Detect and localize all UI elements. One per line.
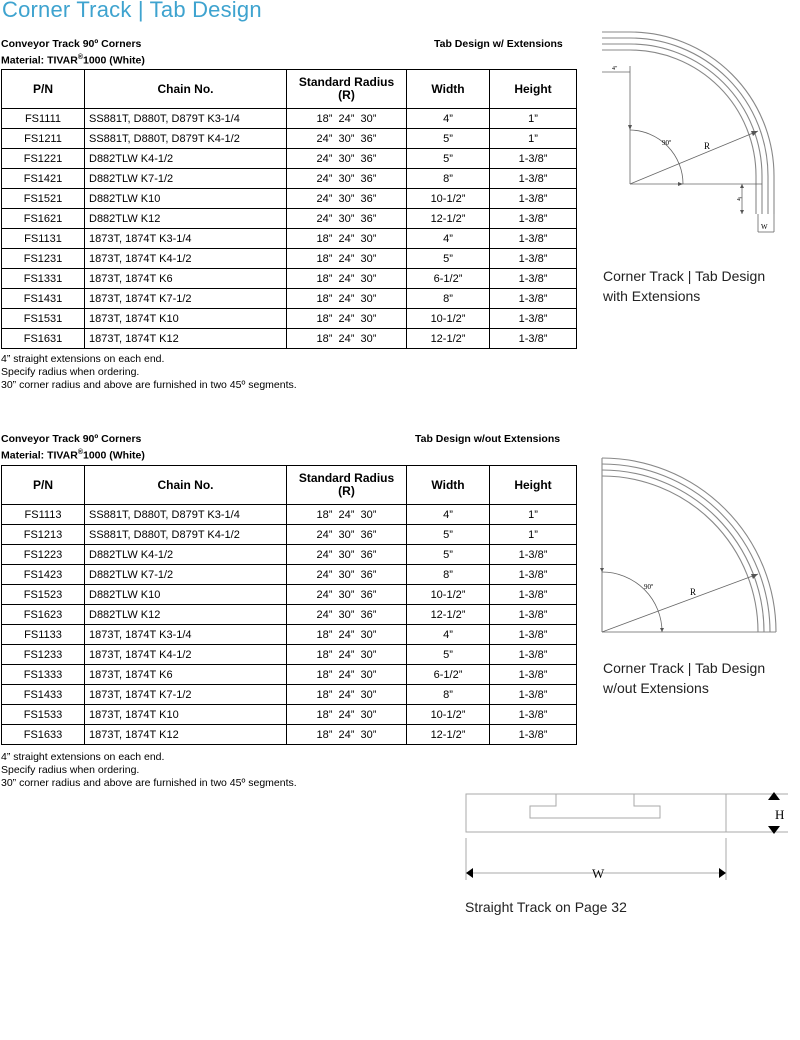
table-row xyxy=(2,505,577,525)
cell-standard-radius: 24” 30” 36” xyxy=(287,209,407,229)
width-dimension-label: W xyxy=(592,866,605,881)
cell-height: 1-3/8” xyxy=(490,309,577,329)
straight-track-caption: Straight Track on Page 32 xyxy=(465,899,627,915)
cell-chain-no: 1873T, 1874T K10 xyxy=(85,705,287,725)
cell-standard-radius: 24” 30” 36” xyxy=(287,585,407,605)
cell-standard-radius: 18” 24” 30” xyxy=(287,705,407,725)
cell-width: 6-1/2” xyxy=(407,269,490,289)
cell-width: 5” xyxy=(407,129,490,149)
cell-pn: FS1631 xyxy=(2,329,85,349)
table-row xyxy=(2,329,577,349)
ext-side-label: 4" xyxy=(737,197,743,203)
cell-width: 12-1/2” xyxy=(407,605,490,625)
cell-pn: FS1111 xyxy=(2,109,85,129)
table-row xyxy=(2,269,577,289)
col-header-width: Width xyxy=(407,466,490,505)
cell-chain-no: SS881T, D880T, D879T K4-1/2 xyxy=(85,525,287,545)
cell-standard-radius: 24” 30” 36” xyxy=(287,129,407,149)
diagram-caption-without-extensions: Corner Track | Tab Design w/out Extensions xyxy=(603,660,766,696)
cell-pn: FS1331 xyxy=(2,269,85,289)
table-row xyxy=(2,545,577,565)
cell-chain-no: 1873T, 1874T K3-1/4 xyxy=(85,229,287,249)
table-row xyxy=(2,645,577,665)
cell-height: 1-3/8” xyxy=(490,269,577,289)
cell-standard-radius: 18” 24” 30” xyxy=(287,329,407,349)
note: 4” straight extensions on each end. xyxy=(1,751,165,763)
cell-height: 1” xyxy=(490,525,577,545)
straight-track-profile-diagram xyxy=(456,788,796,888)
table-row xyxy=(2,309,577,329)
cell-height: 1-3/8” xyxy=(490,545,577,565)
table-header-row xyxy=(2,70,577,109)
cell-chain-no: 1873T, 1874T K10 xyxy=(85,309,287,329)
cell-chain-no: 1873T, 1874T K7-1/2 xyxy=(85,289,287,309)
col-header-pn: P/N xyxy=(2,70,85,109)
cell-chain-no: SS881T, D880T, D879T K3-1/4 xyxy=(85,505,287,525)
cell-chain-no: D882TLW K4-1/2 xyxy=(85,149,287,169)
cell-standard-radius: 18” 24” 30” xyxy=(287,109,407,129)
cell-chain-no: D882TLW K7-1/2 xyxy=(85,565,287,585)
cell-width: 12-1/2” xyxy=(407,209,490,229)
cell-pn: FS1633 xyxy=(2,725,85,745)
table-row xyxy=(2,705,577,725)
cell-pn: FS1231 xyxy=(2,249,85,269)
table-row xyxy=(2,209,577,229)
cell-standard-radius: 24” 30” 36” xyxy=(287,189,407,209)
cell-chain-no: SS881T, D880T, D879T K4-1/2 xyxy=(85,129,287,149)
table-row xyxy=(2,585,577,605)
col-header-pn: P/N xyxy=(2,466,85,505)
cell-height: 1-3/8” xyxy=(490,229,577,249)
cell-standard-radius: 24” 30” 36” xyxy=(287,605,407,625)
table-row xyxy=(2,229,577,249)
table-row xyxy=(2,565,577,585)
cell-height: 1” xyxy=(490,129,577,149)
cell-height: 1-3/8” xyxy=(490,209,577,229)
cell-chain-no: 1873T, 1874T K6 xyxy=(85,269,287,289)
table-row xyxy=(2,725,577,745)
diagram-caption-with-extensions: Corner Track | Tab Design with Extensions xyxy=(603,268,766,304)
cell-pn: FS1433 xyxy=(2,685,85,705)
header-design-type: Tab Design w/ Extensions xyxy=(434,38,563,50)
cell-pn: FS1533 xyxy=(2,705,85,725)
cell-width: 5” xyxy=(407,645,490,665)
cell-standard-radius: 24” 30” 36” xyxy=(287,545,407,565)
cell-pn: FS1523 xyxy=(2,585,85,605)
cell-standard-radius: 18” 24” 30” xyxy=(287,685,407,705)
cell-standard-radius: 18” 24” 30” xyxy=(287,269,407,289)
table-row xyxy=(2,149,577,169)
dimension-lines xyxy=(466,794,788,880)
cell-height: 1” xyxy=(490,109,577,129)
table-notes xyxy=(1,353,297,392)
note: 4” straight extensions on each end. xyxy=(1,353,165,365)
cell-pn: FS1333 xyxy=(2,665,85,685)
cell-height: 1-3/8” xyxy=(490,645,577,665)
angle-label: 90º xyxy=(644,583,654,591)
note: Specify radius when ordering. xyxy=(1,366,140,378)
cell-pn: FS1421 xyxy=(2,169,85,189)
track-outline xyxy=(602,458,776,632)
col-header-chain: Chain No. xyxy=(85,466,287,505)
cell-height: 1-3/8” xyxy=(490,605,577,625)
cell-width: 4” xyxy=(407,109,490,129)
cell-pn: FS1623 xyxy=(2,605,85,625)
cell-height: 1-3/8” xyxy=(490,289,577,309)
radius-label: R xyxy=(690,587,697,597)
cell-width: 10-1/2” xyxy=(407,309,490,329)
table-row xyxy=(2,169,577,189)
cell-chain-no: D882TLW K10 xyxy=(85,189,287,209)
table-row xyxy=(2,525,577,545)
cell-chain-no: 1873T, 1874T K6 xyxy=(85,665,287,685)
cell-height: 1-3/8” xyxy=(490,725,577,745)
cell-chain-no: D882TLW K4-1/2 xyxy=(85,545,287,565)
cell-standard-radius: 24” 30” 36” xyxy=(287,525,407,545)
table-row xyxy=(2,289,577,309)
cell-width: 10-1/2” xyxy=(407,585,490,605)
cell-width: 6-1/2” xyxy=(407,665,490,685)
cell-width: 5” xyxy=(407,545,490,565)
spec-table-with-extensions xyxy=(1,69,577,349)
arrowheads xyxy=(600,568,758,632)
track-outline xyxy=(602,32,774,214)
table-header-row xyxy=(2,466,577,505)
cell-width: 5” xyxy=(407,249,490,269)
table-row xyxy=(2,605,577,625)
cell-standard-radius: 18” 24” 30” xyxy=(287,289,407,309)
spec-table-without-extensions xyxy=(1,465,577,745)
cell-standard-radius: 18” 24” 30” xyxy=(287,229,407,249)
cell-height: 1” xyxy=(490,505,577,525)
cell-chain-no: D882TLW K12 xyxy=(85,605,287,625)
cell-pn: FS1423 xyxy=(2,565,85,585)
cell-height: 1-3/8” xyxy=(490,705,577,725)
cell-standard-radius: 18” 24” 30” xyxy=(287,309,407,329)
cell-chain-no: 1873T, 1874T K4-1/2 xyxy=(85,645,287,665)
cell-standard-radius: 18” 24” 30” xyxy=(287,725,407,745)
cell-width: 4” xyxy=(407,505,490,525)
cell-pn: FS1221 xyxy=(2,149,85,169)
cell-width: 4” xyxy=(407,625,490,645)
cell-height: 1-3/8” xyxy=(490,249,577,269)
cell-standard-radius: 24” 30” 36” xyxy=(287,149,407,169)
col-header-width: Width xyxy=(407,70,490,109)
cell-pn: FS1531 xyxy=(2,309,85,329)
arrowheads xyxy=(466,792,780,878)
cell-width: 4” xyxy=(407,229,490,249)
cell-chain-no: D882TLW K12 xyxy=(85,209,287,229)
cell-width: 8” xyxy=(407,289,490,309)
cell-chain-no: D882TLW K7-1/2 xyxy=(85,169,287,189)
dimension-lines xyxy=(602,572,758,632)
cell-standard-radius: 18” 24” 30” xyxy=(287,625,407,645)
cell-height: 1-3/8” xyxy=(490,585,577,605)
table-row xyxy=(2,189,577,209)
cell-standard-radius: 24” 30” 36” xyxy=(287,565,407,585)
cell-pn: FS1131 xyxy=(2,229,85,249)
cell-chain-no: SS881T, D880T, D879T K3-1/4 xyxy=(85,109,287,129)
cell-height: 1-3/8” xyxy=(490,665,577,685)
table-row xyxy=(2,665,577,685)
cell-width: 12-1/2” xyxy=(407,725,490,745)
cell-chain-no: 1873T, 1874T K12 xyxy=(85,725,287,745)
note: 30” corner radius and above are furnished in two 45º segments. xyxy=(1,379,297,391)
angle-label: 90º xyxy=(662,139,672,147)
table-row xyxy=(2,625,577,645)
col-header-radius: Standard Radius (R) xyxy=(287,70,407,109)
table-row xyxy=(2,129,577,149)
cell-height: 1-3/8” xyxy=(490,169,577,189)
cell-chain-no: 1873T, 1874T K4-1/2 xyxy=(85,249,287,269)
cell-chain-no: 1873T, 1874T K7-1/2 xyxy=(85,685,287,705)
cell-standard-radius: 18” 24” 30” xyxy=(287,505,407,525)
cell-width: 8” xyxy=(407,565,490,585)
cell-width: 5” xyxy=(407,525,490,545)
cell-width: 5” xyxy=(407,149,490,169)
cell-chain-no: D882TLW K10 xyxy=(85,585,287,605)
cell-pn: FS1521 xyxy=(2,189,85,209)
note: Specify radius when ordering. xyxy=(1,764,140,776)
cell-pn: FS1133 xyxy=(2,625,85,645)
cell-pn: FS1621 xyxy=(2,209,85,229)
cell-height: 1-3/8” xyxy=(490,329,577,349)
col-header-radius: Standard Radius (R) xyxy=(287,466,407,505)
table-notes xyxy=(1,751,297,790)
cell-height: 1-3/8” xyxy=(490,149,577,169)
cell-standard-radius: 18” 24” 30” xyxy=(287,665,407,685)
header-design-type: Tab Design w/out Extensions xyxy=(415,433,561,445)
cell-width: 10-1/2” xyxy=(407,705,490,725)
cell-pn: FS1211 xyxy=(2,129,85,149)
cell-pn: FS1213 xyxy=(2,525,85,545)
cell-pn: FS1113 xyxy=(2,505,85,525)
cell-standard-radius: 24” 30” 36” xyxy=(287,169,407,189)
height-label: H xyxy=(775,807,785,822)
cell-height: 1-3/8” xyxy=(490,189,577,209)
dimension-lines xyxy=(602,66,774,232)
cell-width: 12-1/2” xyxy=(407,329,490,349)
cell-height: 1-3/8” xyxy=(490,565,577,585)
table-row xyxy=(2,249,577,269)
cell-pn: FS1223 xyxy=(2,545,85,565)
page-title: Corner Track | Tab Design xyxy=(2,0,262,22)
note: 30” corner radius and above are furnished in two 45º segments. xyxy=(1,777,297,789)
cell-chain-no: 1873T, 1874T K12 xyxy=(85,329,287,349)
header-title: Conveyor Track 90º Corners xyxy=(1,38,142,50)
corner-track-without-extensions-diagram xyxy=(596,452,796,642)
cell-width: 8” xyxy=(407,169,490,189)
header-material: Material: TIVAR®1000 (White) xyxy=(1,449,145,462)
table-row xyxy=(2,109,577,129)
cell-chain-no: 1873T, 1874T K3-1/4 xyxy=(85,625,287,645)
cell-standard-radius: 18” 24” 30” xyxy=(287,249,407,269)
corner-track-with-extensions-diagram xyxy=(596,28,796,238)
cell-height: 1-3/8” xyxy=(490,625,577,645)
col-header-chain: Chain No. xyxy=(85,70,287,109)
header-material: Material: TIVAR®1000 (White) xyxy=(1,54,145,67)
cell-width: 10-1/2” xyxy=(407,189,490,209)
radius-label: R xyxy=(704,141,711,151)
col-header-height: Height xyxy=(490,466,577,505)
header-title: Conveyor Track 90º Corners xyxy=(1,433,142,445)
cell-pn: FS1431 xyxy=(2,289,85,309)
section-header-with-extensions xyxy=(1,38,145,68)
ext-top-label: 4" xyxy=(612,66,618,72)
col-header-height: Height xyxy=(490,70,577,109)
width-label: W xyxy=(761,223,768,231)
cell-pn: FS1233 xyxy=(2,645,85,665)
cell-width: 8” xyxy=(407,685,490,705)
table-row xyxy=(2,685,577,705)
cell-height: 1-3/8” xyxy=(490,685,577,705)
section-header-without-extensions xyxy=(1,433,145,463)
cell-standard-radius: 18” 24” 30” xyxy=(287,645,407,665)
